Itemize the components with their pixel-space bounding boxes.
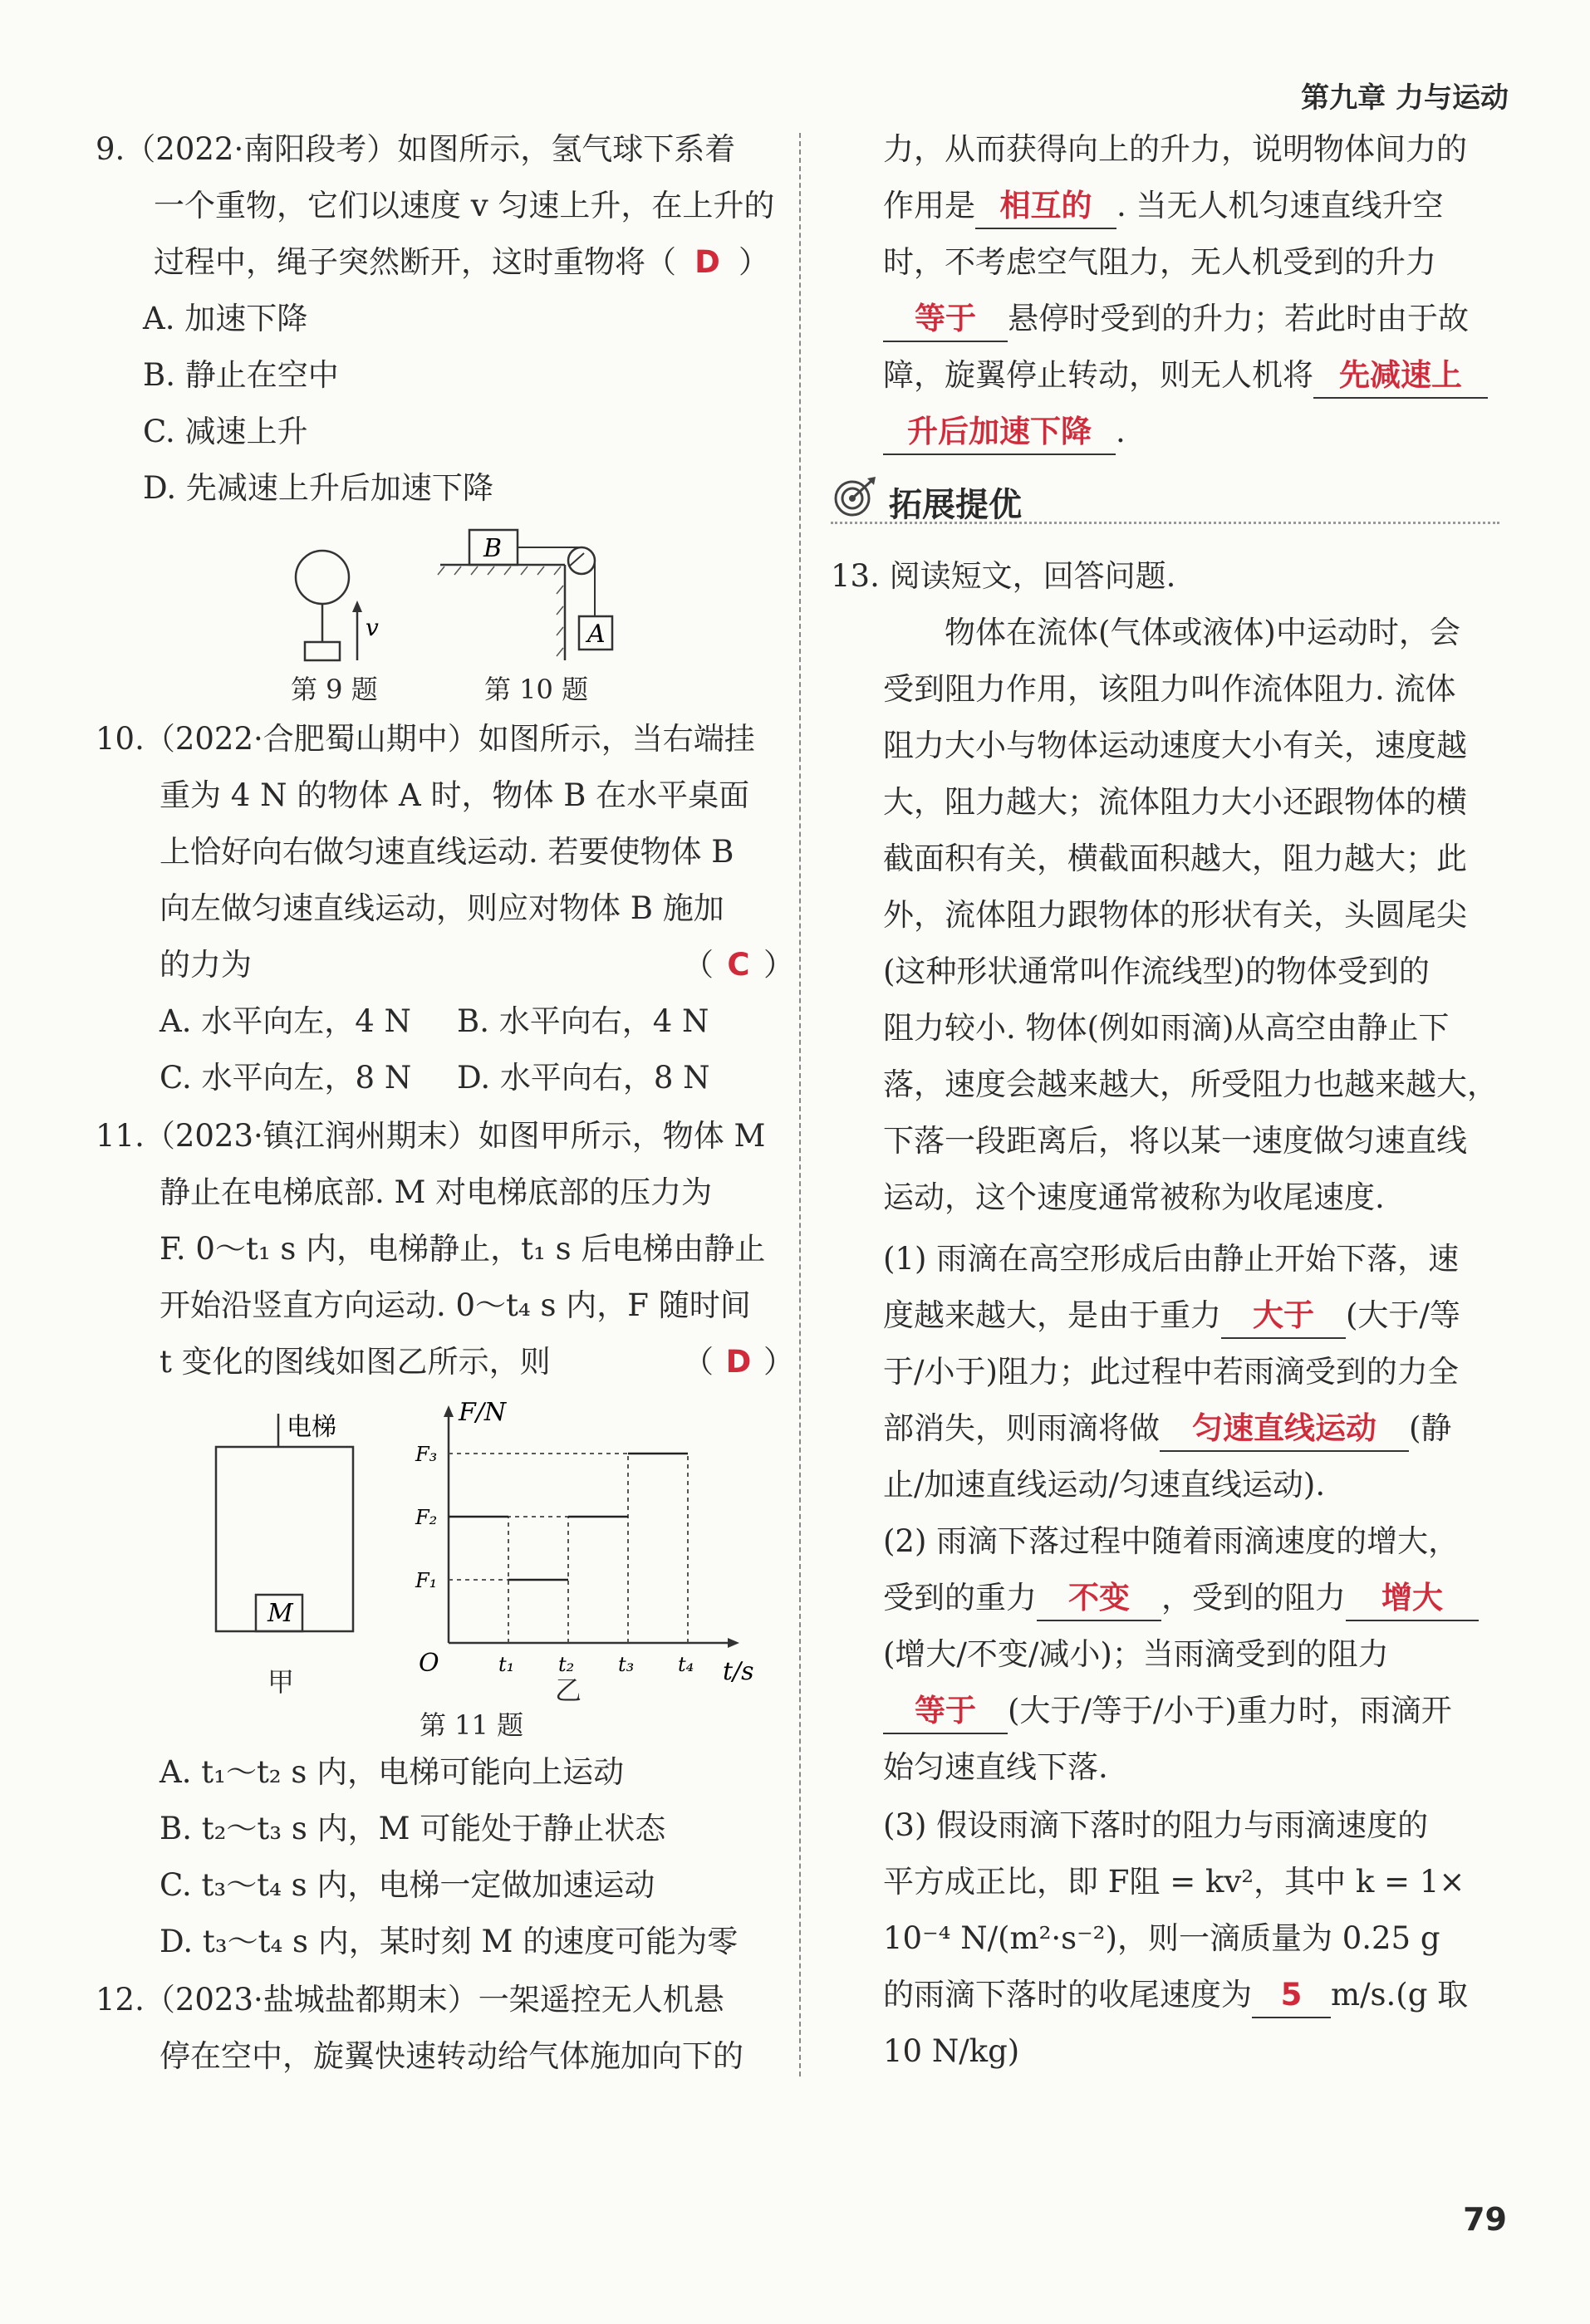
y-tick-2: F₂ [415,1506,438,1529]
q13-passage-11: 运动，这个速度通常被称为收尾速度. [883,1179,1385,1215]
q12-line-1: 12.（2023·盐城盐都期末）一架遥控无人机悬 [96,1982,724,2018]
q11-line-4: 开始沿竖直方向运动. 0～t₄ s 内，F 随时间 [159,1287,751,1323]
x-tick-3: t₃ [618,1653,635,1676]
q10-line-2: 重为 4 N 的物体 A 时，物体 B 在水平桌面 [159,777,750,813]
fig10-caption: 第 10 题 [484,674,589,705]
q9-option-c: C. 减速上升 [143,414,308,449]
q11-option-d: D. t₃～t₄ s 内，某时刻 M 的速度可能为零 [159,1924,739,1959]
q12-line-2: 停在空中，旋翼快速转动给气体施加向下的 [159,2038,743,2074]
fig11-ft-chart [399,1395,754,1686]
q9-line-2: 一个重物，它们以速度 v 匀速上升，在上升的 [154,188,775,223]
origin-label: O [419,1649,439,1678]
q13-answer-1: 大于 [1221,1294,1346,1339]
q13-passage-5: 截面积有关，横截面积越大，阻力越大；此 [883,841,1467,876]
q12-right-6: 升后加速下降 . [883,404,1126,460]
q11-option-c: C. t₃～t₄ s 内，电梯一定做加速运动 [159,1867,655,1903]
q13-p2-line-5: 始匀速直线下落. [883,1749,1108,1785]
q12-right-2: 作用是 相互的 . 当无人机匀速直线升空 [883,178,1444,234]
fig9-caption: 第 9 题 [291,674,378,705]
q11-line-1: 11.（2023·镇江润州期末）如图甲所示，物体 M [96,1118,766,1154]
pulley-wheel [568,547,595,574]
q10-answer: C [727,947,750,983]
y-tick-1: F₁ [415,1569,438,1592]
q9-option-a: A. 加速下降 [143,301,308,336]
q13-passage-2: 受到阻力作用，该阻力叫作流体阻力. 流体 [883,671,1456,707]
x-axis-arrow [728,1638,739,1648]
section-title: 拓展提优 [889,486,1022,524]
q11-bracket: （ D ） [683,1334,794,1390]
q10-line-5: 的力为 [159,947,252,983]
y-axis-arrow [444,1405,454,1417]
page-number: 79 [1463,2201,1507,2238]
q11-option-b: B. t₂～t₃ s 内，M 可能处于静止状态 [159,1811,666,1846]
fig11-jia-label: 甲 [267,1666,295,1698]
q11-line-2: 静止在电梯底部. M 对电梯底部的压力为 [159,1174,713,1210]
q9-answer: D [694,244,720,280]
q9-option-d: D. 先减速上升后加速下降 [143,470,493,506]
elevator-label: 电梯 [287,1413,336,1442]
q12-right-4: 等于 悬停时受到的升力；若此时由于故 [883,291,1469,347]
q12-answer-3b: 升后加速下降 [883,410,1116,455]
q12-right-1: 力，从而获得向上的升力，说明物体间力的 [883,131,1467,167]
q13-p3-line-3: 10⁻⁴ N/(m²·s⁻²)，则一滴质量为 0.25 g [883,1920,1440,1956]
q11-line-3: F. 0～t₁ s 内，电梯静止，t₁ s 后电梯由静止 [159,1231,766,1267]
x-tick-4: t₄ [678,1653,694,1676]
q13-p2-line-2: 受到的重力 不变 ，受到的阻力 增大 [883,1570,1479,1626]
q10-bracket: （ C ） [683,937,794,993]
fig11-elevator-diagram [208,1404,374,1653]
q13-p3-line-4: 的雨滴下落时的收尾速度为 5 m/s.(g 取 [883,1967,1468,2023]
q10-option-b: B. 水平向右，4 N [457,1003,709,1039]
q13-answer-6: 5 [1252,1973,1331,2018]
q10-option-d: D. 水平向右，8 N [457,1060,710,1096]
q10-option-a: A. 水平向左，4 N [159,1003,411,1039]
y-axis-label: F/N [459,1398,507,1427]
q13-p3-line-1: (3) 假设雨滴下落时的阻力与雨滴速度的 [883,1807,1429,1843]
object-m-label: M [267,1599,293,1628]
q12-answer-1: 相互的 [975,184,1116,229]
fig11-yi-label: 乙 [555,1674,582,1706]
balloon-shape [296,551,349,604]
column-divider [799,133,801,2076]
q13-answer-5: 等于 [883,1689,1008,1734]
q9-option-b: B. 静止在空中 [143,357,339,393]
block-b-label: B [483,534,503,563]
q13-p1-line-4: 部消失，则雨滴将做 匀速直线运动 (静 [883,1400,1451,1457]
q13-p1-line-1: (1) 雨滴在高空形成后由静止开始下落，速 [883,1241,1460,1277]
q12-answer-2: 等于 [883,297,1008,342]
q13-passage-3: 阻力大小与物体运动速度大小有关，速度越 [883,728,1467,763]
q12-right-3: 时，不考虑空气阻力，无人机受到的升力 [883,244,1436,280]
q13-answer-2: 匀速直线运动 [1160,1407,1409,1452]
q13-p2-line-1: (2) 雨滴下落过程中随着雨滴速度的增大， [883,1523,1460,1559]
q9-line-3: 过程中，绳子突然断开，这时重物将（ D ） [154,234,769,291]
q13-passage-1: 物体在流体(气体或液体)中运动时，会 [883,615,1460,650]
block-a-label: A [587,620,606,649]
target-icon [831,477,877,518]
x-axis-label: t/s [723,1657,754,1686]
q12-right-5: 障，旋翼停止转动，则无人机将 先减速上 [883,347,1488,404]
q13-p1-line-3: 于/小于)阻力；此过程中若雨滴受到的力全 [883,1354,1459,1390]
q9-line-1: 9.（2022·南阳段考）如图所示，氢气球下系着 [96,131,736,167]
weight-block [305,642,340,660]
q13-passage-7: (这种形状通常叫作流线型)的物体受到的 [883,954,1430,989]
q11-option-a: A. t₁～t₂ s 内，电梯可能向上运动 [159,1754,625,1790]
q13-p2-line-3: (增大/不变/减小)；当雨滴受到的阻力 [883,1636,1389,1672]
q10-line-1: 10.（2022·合肥蜀山期中）如图所示，当右端挂 [96,721,755,757]
velocity-label: v [366,614,379,641]
q13-passage-9: 落，速度会越来越大，所受阻力也越来越大， [883,1066,1498,1102]
x-tick-1: t₁ [498,1653,515,1676]
q13-passage-10: 下落一段距离后，将以某一速度做匀速直线 [883,1123,1467,1159]
q11-line-5: t 变化的图线如图乙所示，则 [159,1344,551,1380]
q13-answer-4: 增大 [1346,1576,1479,1621]
q13-p3-line-5: 10 N/kg) [883,2033,1020,2069]
q13-answer-3: 不变 [1037,1576,1161,1621]
q13-head: 13. 阅读短文，回答问题. [831,558,1176,594]
q12-answer-3a: 先减速上 [1313,354,1488,399]
q13-passage-4: 大，阻力越大；流体阻力大小还跟物体的横 [883,784,1467,820]
q13-p1-line-2: 度越来越大，是由于重力 大于 (大于/等 [883,1287,1460,1344]
q13-p3-line-2: 平方成正比，即 F阻 = kv²，其中 k = 1× [883,1864,1465,1900]
q10-option-c: C. 水平向左，8 N [159,1060,412,1096]
q10-line-4: 向左做匀速直线运动，则应对物体 B 施加 [159,890,724,926]
q13-p2-line-4: 等于 (大于/等于/小于)重力时，雨滴开 [883,1683,1452,1739]
section-header [831,475,1499,524]
chapter-header: 第九章 力与运动 [1301,81,1509,115]
q11-answer: D [725,1344,752,1380]
fig10-pulley-diagram [436,523,627,664]
y-tick-3: F₃ [415,1443,438,1466]
x-tick-2: t₂ [558,1653,575,1676]
q13-passage-8: 阻力较小. 物体(例如雨滴)从高空由静止下 [883,1010,1450,1046]
fig11-caption: 第 11 题 [420,1709,524,1741]
q10-line-3: 上恰好向右做匀速直线运动. 若要使物体 B [159,834,734,870]
q13-passage-6: 外，流体阻力跟物体的形状有关，头圆尾尖 [883,897,1467,933]
q13-p1-line-5: 止/加速直线运动/匀速直线运动). [883,1467,1326,1503]
